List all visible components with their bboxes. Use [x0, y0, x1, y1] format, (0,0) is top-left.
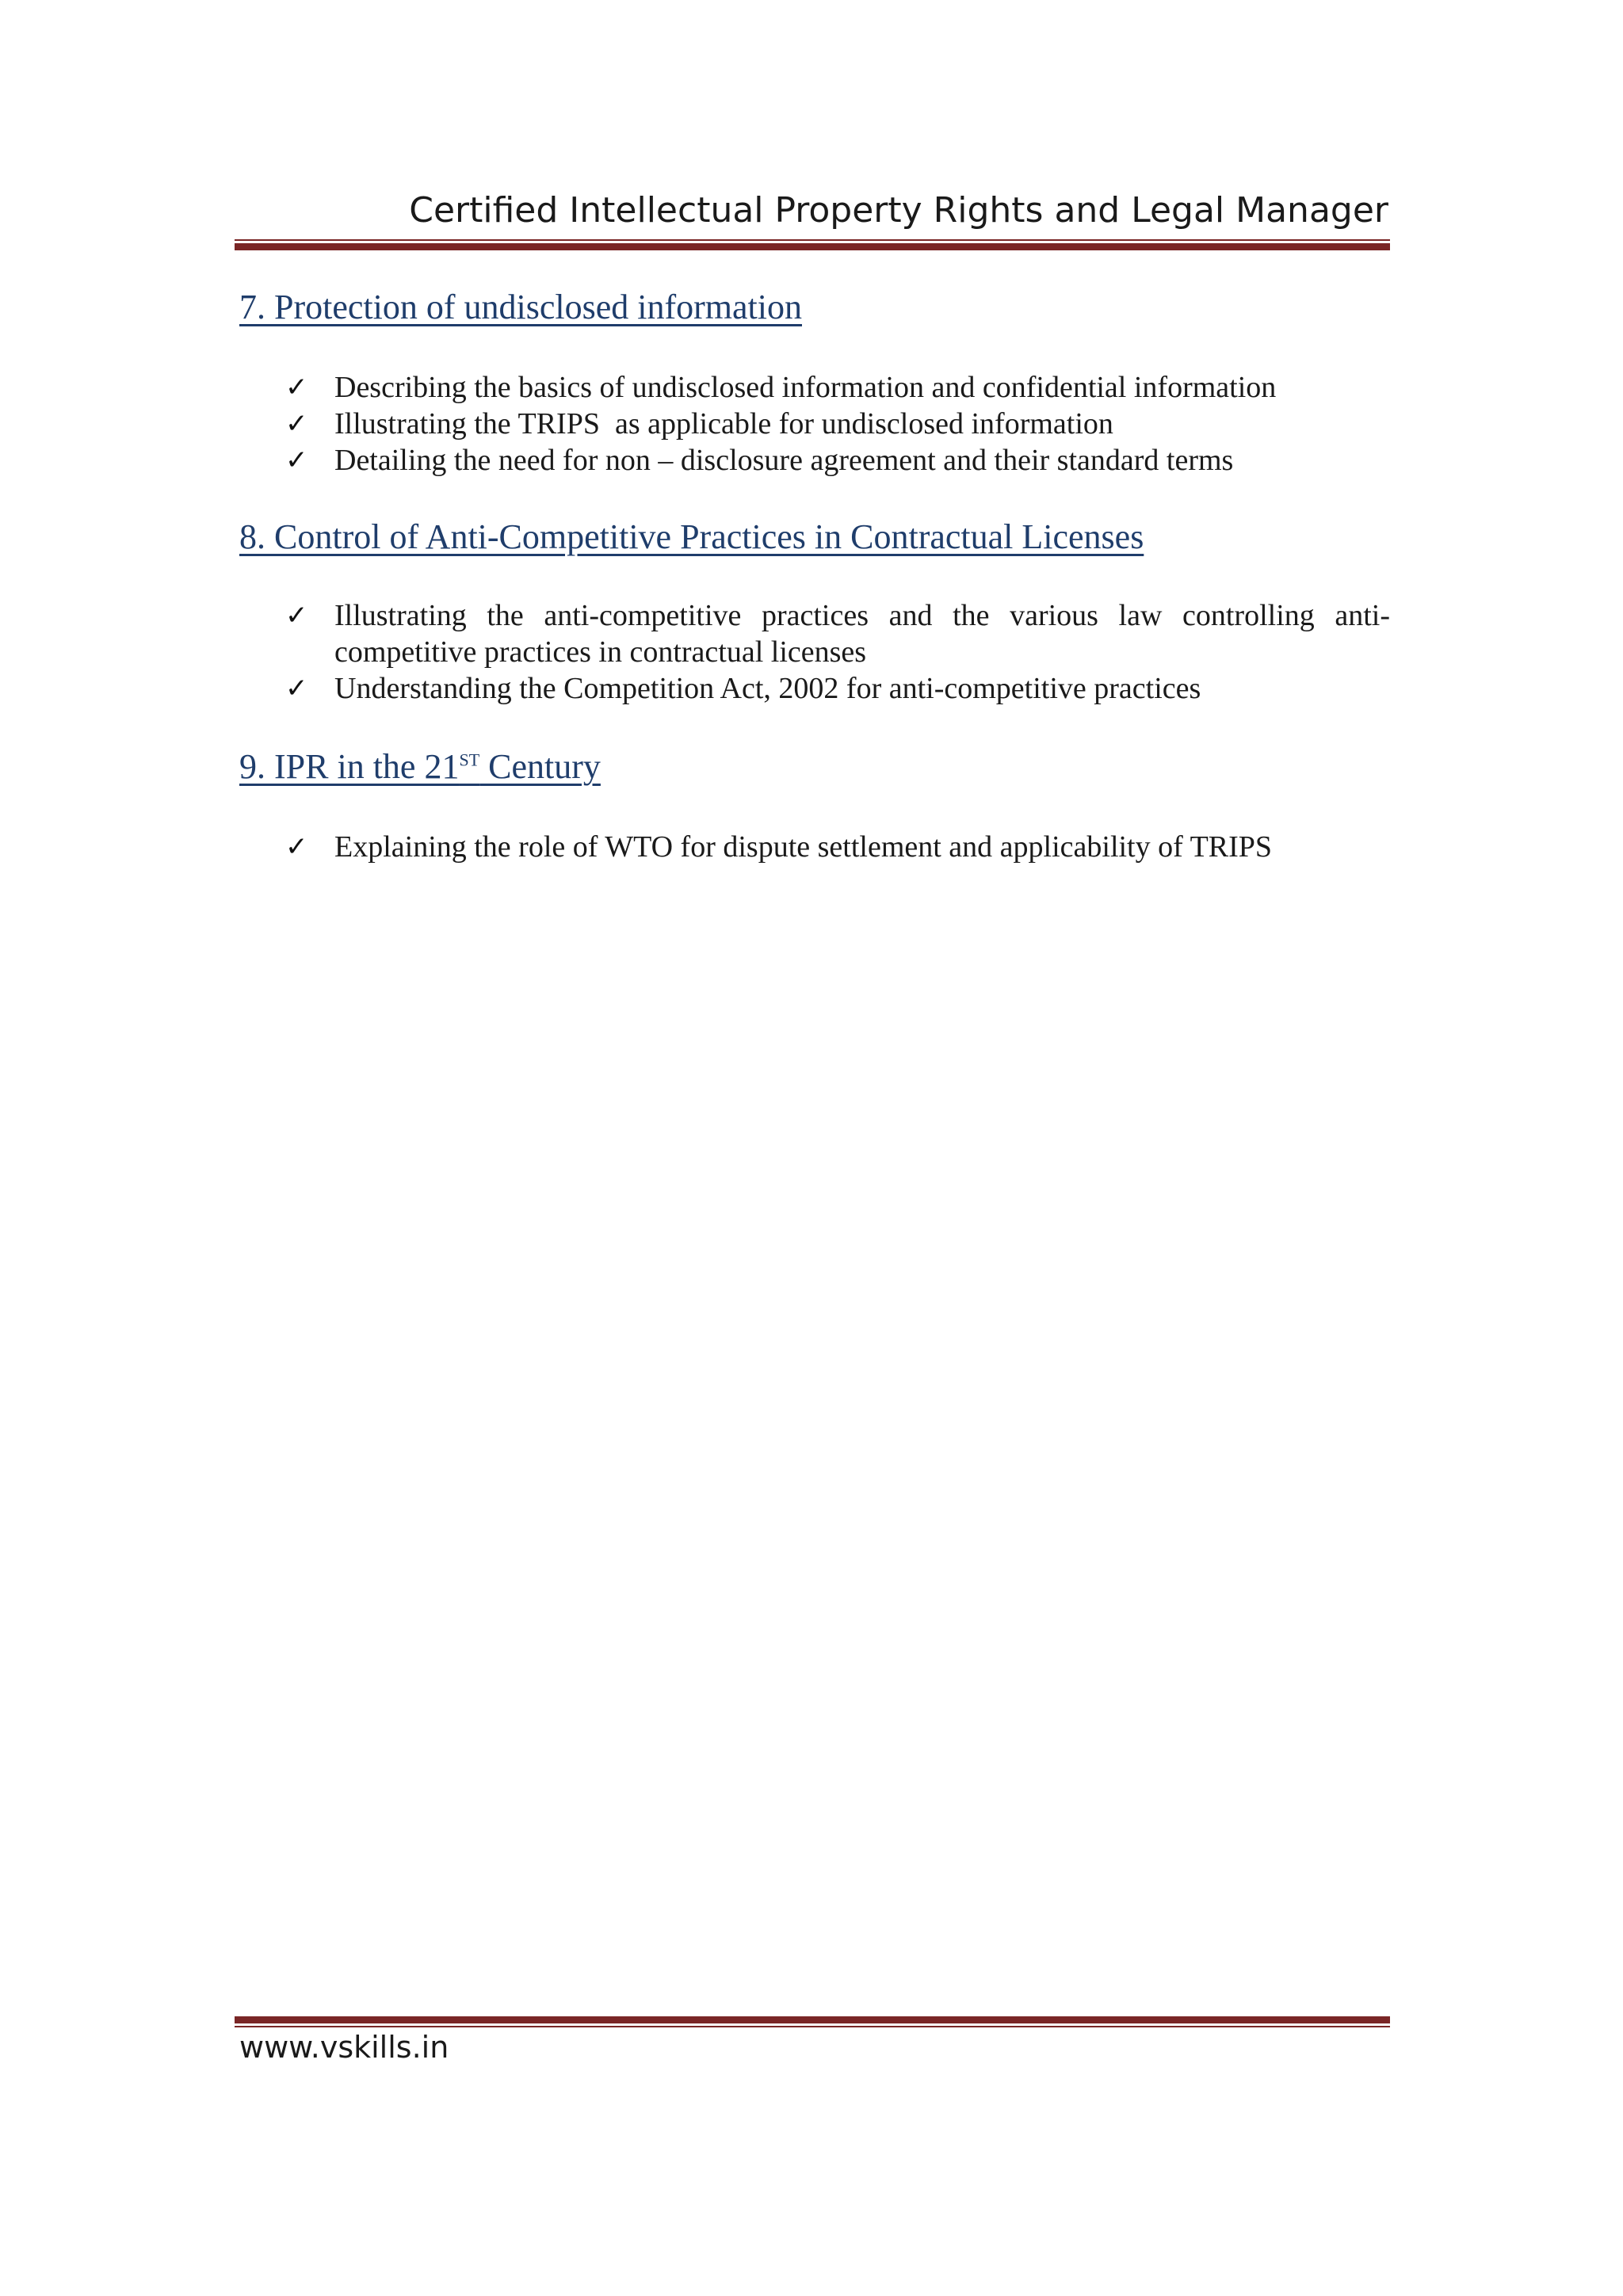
section-heading-9-prefix: 9. IPR in the 21 [239, 747, 460, 786]
list-item-text: Describing the basics of undisclosed information and confidential information [334, 371, 1277, 404]
checkmark-icon: ✓ [285, 444, 308, 476]
list-item-text: Illustrating the TRIPS as applicable for undisclosed information [334, 407, 1113, 441]
checkmark-icon: ✓ [285, 673, 308, 704]
footer-url: www.vskills.in [239, 2030, 449, 2065]
checkmark-icon: ✓ [285, 372, 308, 403]
checkmark-icon: ✓ [285, 831, 308, 863]
footer-divider [235, 2016, 1390, 2027]
section-7-list [285, 369, 1390, 479]
section-heading-7: 7. Protection of undisclosed information [239, 288, 802, 326]
section-heading-9 [239, 746, 601, 787]
list-item-text: Explaining the role of WTO for dispute settlement and applicability of TRIPS [334, 830, 1273, 864]
section-heading-9-superscript: ST [459, 749, 480, 770]
list-item [285, 670, 1390, 707]
section-9-list [285, 829, 1390, 865]
section-heading-8: 8. Control of Anti-Competitive Practices in Contractual Licenses [239, 517, 1144, 556]
checkmark-icon: ✓ [285, 600, 308, 631]
list-item-text: Illustrating the anti-competitive practices and the various law controlling anti-competitive practices in contractual licenses [334, 599, 1390, 669]
header-divider [235, 239, 1390, 250]
list-item [285, 442, 1390, 479]
checkmark-icon: ✓ [285, 408, 308, 440]
page-header-title: Certified Intellectual Property Rights and Legal Manager [409, 190, 1388, 231]
list-item [285, 597, 1390, 670]
list-item [285, 829, 1390, 865]
list-item [285, 406, 1390, 442]
section-heading-9-suffix: Century [479, 747, 601, 786]
list-item-text: Detailing the need for non – disclosure agreement and their standard terms [334, 444, 1234, 477]
section-8-list [285, 597, 1390, 707]
list-item [285, 369, 1390, 406]
list-item-text: Understanding the Competition Act, 2002 for anti-competitive practices [334, 672, 1201, 705]
